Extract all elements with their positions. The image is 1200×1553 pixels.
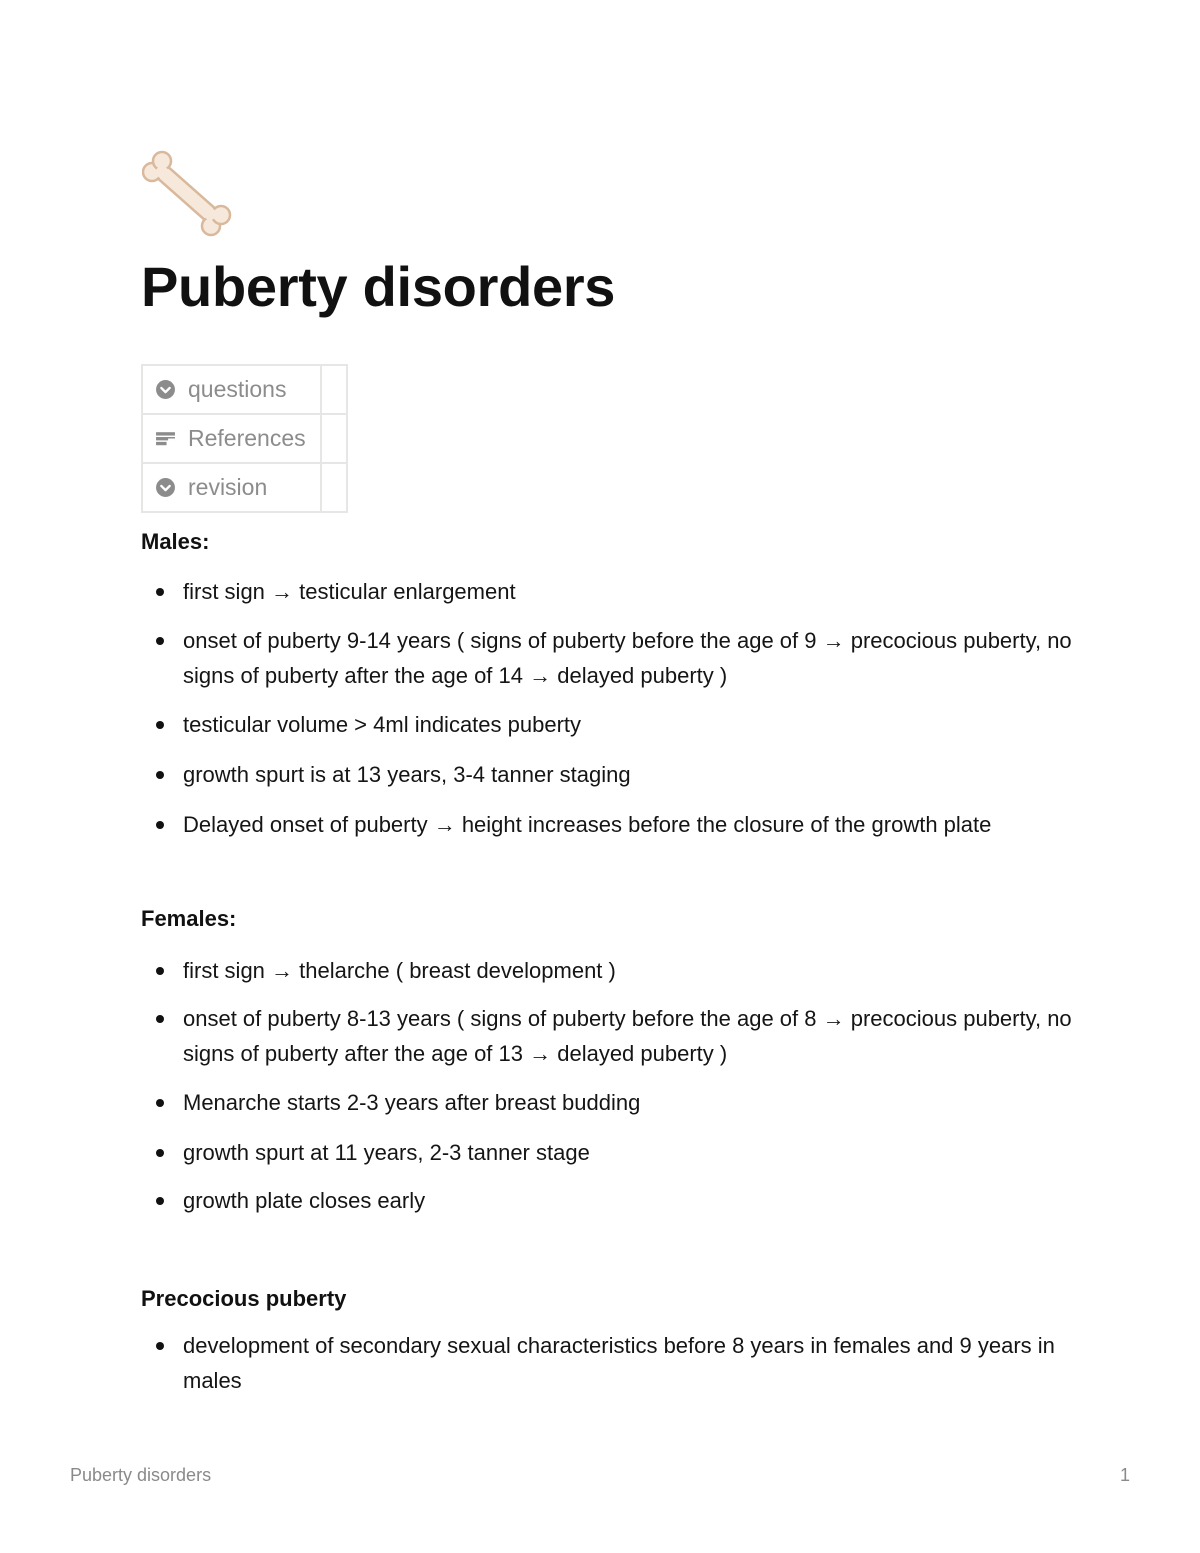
section-females [141,904,1101,1218]
bullet-icon [156,1342,164,1350]
list-item: growth spurt is at 13 years, 3-4 tanner staging [141,757,1101,792]
section-heading: Females: [141,906,237,931]
circle-chevron-icon [155,379,176,400]
list-item: Delayed onset of puberty → height increases before the closure of the growth plate [141,807,1101,842]
bullet-icon [156,771,164,779]
circle-chevron-icon [155,477,176,498]
property-row-revision[interactable] [142,463,347,512]
page-number: 1 [1119,1465,1130,1485]
page-title: Puberty disorders [141,255,616,318]
footer-title: Puberty disorders [70,1465,212,1485]
property-label: References [188,425,306,451]
section-heading: Precocious puberty [141,1286,347,1311]
list-item: development of secondary sexual characteristics before 8 years in females and 9 years in males [141,1328,1101,1398]
property-value[interactable] [321,463,347,512]
property-row-references[interactable] [142,414,347,463]
property-value[interactable] [321,365,347,414]
list-icon [155,428,176,449]
bullet-icon [156,1149,164,1157]
bullet-icon [156,588,164,596]
list-item: first sign → testicular enlargement [141,574,1101,609]
property-label: revision [188,474,268,500]
bullet-icon [156,967,164,975]
bullet-icon [156,721,164,729]
bullet-list [141,953,1101,1218]
bullet-list [141,574,1101,842]
bullet-icon [156,1015,164,1023]
list-item: Menarche starts 2-3 years after breast budding [141,1085,1101,1120]
list-item: growth spurt at 11 years, 2-3 tanner stage [141,1135,1101,1170]
bullet-list [141,1328,1101,1398]
properties-table [141,364,348,513]
property-value[interactable] [321,414,347,463]
section-precocious-puberty [141,1284,1101,1398]
bullet-icon [156,1197,164,1205]
list-item: growth plate closes early [141,1183,1101,1218]
bullet-icon [156,1099,164,1107]
list-item: testicular volume > 4ml indicates puberty [141,707,1101,742]
section-heading: Males: [141,529,210,554]
bullet-icon [156,637,164,645]
list-item: onset of puberty 8-13 years ( signs of puberty before the age of 8 → precocious puberty, no signs of puberty after the age of 13 → delayed puberty ) [141,1001,1101,1071]
bullet-icon [156,821,164,829]
property-row-questions[interactable] [142,365,347,414]
section-males [141,527,1101,842]
bone-icon [142,150,232,240]
property-label: questions [188,376,287,402]
list-item: first sign → thelarche ( breast development ) [141,953,1101,988]
list-item: onset of puberty 9-14 years ( signs of puberty before the age of 9 → precocious puberty, no signs of puberty after the age of 14 → delayed puberty ) [141,623,1101,693]
